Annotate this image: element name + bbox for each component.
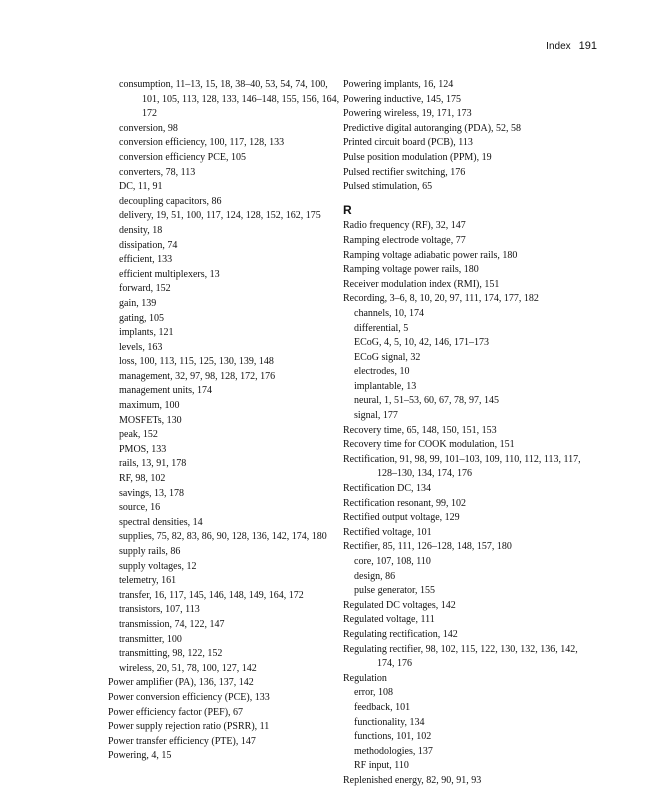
index-subentry: ECoG, 4, 5, 10, 42, 146, 171–173 bbox=[354, 337, 489, 349]
index-entry: Rectification, 91, 98, 99, 101–103, 109, 110, 112, 113, 117, 128–130, 134, 174, 176 bbox=[343, 453, 581, 480]
index-entry: Ramping voltage adiabatic power rails, 180 bbox=[343, 249, 518, 261]
index-subentry: signal, 177 bbox=[354, 410, 398, 422]
index-subentry: dissipation, 74 bbox=[119, 239, 178, 251]
index-subentry: delivery, 19, 51, 100, 117, 124, 128, 152, 162, 175 bbox=[119, 210, 321, 222]
index-subentry: implants, 121 bbox=[119, 327, 174, 339]
index-entry: Ramping electrode voltage, 77 bbox=[343, 234, 466, 246]
index-entry: Regulating rectifier, 98, 102, 115, 122, 130, 132, 136, 142, 174, 176 bbox=[343, 643, 578, 670]
index-subentry: electrodes, 10 bbox=[354, 366, 410, 378]
index-entry: Printed circuit board (PCB), 113 bbox=[343, 137, 473, 149]
index-entry: Power efficiency factor (PEF), 67 bbox=[108, 706, 244, 718]
index-subentry: telemetry, 161 bbox=[119, 575, 177, 587]
index-subentry: conversion efficiency PCE, 105 bbox=[119, 151, 247, 163]
index-subentry: transistors, 107, 113 bbox=[119, 604, 200, 616]
index-subentry: error, 108 bbox=[354, 687, 394, 699]
index-entry: Predictive digital autoranging (PDA), 52, 58 bbox=[343, 122, 522, 134]
index-subentry: efficient, 133 bbox=[119, 254, 173, 266]
index-subentry: functionality, 134 bbox=[354, 716, 425, 728]
index-entry: Power supply rejection ratio (PSRR), 11 bbox=[108, 721, 270, 733]
index-subentry: peak, 152 bbox=[119, 429, 158, 441]
index-entry: Recovery time for COOK modulation, 151 bbox=[343, 439, 515, 451]
index-entry: Recording, 3–6, 8, 10, 20, 97, 111, 174, 177, 182 bbox=[343, 293, 539, 305]
index-entry: Powering, 4, 15 bbox=[108, 750, 172, 762]
index-subentry: functions, 101, 102 bbox=[354, 731, 432, 743]
index-subentry: PMOS, 133 bbox=[119, 443, 167, 455]
index-subentry: supply rails, 86 bbox=[119, 546, 181, 557]
index-subentry: differential, 5 bbox=[354, 322, 409, 334]
index-entry: Rectifier, 85, 111, 126–128, 148, 157, 180 bbox=[343, 541, 512, 553]
index-entry: Pulsed stimulation, 65 bbox=[343, 181, 433, 193]
index-subentry: transmitting, 98, 122, 152 bbox=[119, 648, 223, 660]
index-subentry: levels, 163 bbox=[119, 341, 163, 353]
index-subentry: loss, 100, 113, 115, 125, 130, 139, 148 bbox=[119, 356, 274, 368]
index-subentry: transfer, 16, 117, 145, 146, 148, 149, 164, 172 bbox=[119, 589, 304, 601]
index-entry: Powering wireless, 19, 171, 173 bbox=[343, 108, 472, 120]
index-entry: Rectification resonant, 99, 102 bbox=[343, 497, 467, 509]
index-entry: Regulating rectification, 142 bbox=[343, 628, 458, 640]
index-subentry: neural, 1, 51–53, 60, 67, 78, 97, 145 bbox=[354, 395, 499, 407]
index-subentry: pulse generator, 155 bbox=[354, 585, 435, 597]
index-entry: Power transfer efficiency (PTE), 147 bbox=[108, 735, 256, 747]
index-subentry: feedback, 101 bbox=[354, 701, 411, 713]
index-entry: Rectified voltage, 101 bbox=[343, 526, 432, 538]
index-subentry: maximum, 100 bbox=[119, 400, 180, 412]
index-subentry: savings, 13, 178 bbox=[119, 487, 184, 499]
index-subentry: MOSFETs, 130 bbox=[119, 414, 182, 426]
index-subentry: design, 86 bbox=[354, 570, 396, 582]
index-subentry: efficient multiplexers, 13 bbox=[119, 268, 220, 280]
index-entry: Power amplifier (PA), 136, 137, 142 bbox=[108, 677, 254, 689]
index-entry: Radio frequency (RF), 32, 147 bbox=[343, 220, 466, 232]
index-subentry: spectral densities, 14 bbox=[119, 516, 203, 528]
index-entry: Receiver modulation index (RMI), 151 bbox=[343, 278, 500, 290]
index-subentry: transmitter, 100 bbox=[119, 633, 182, 645]
index-subentry: DC, 11, 91 bbox=[119, 181, 163, 193]
index-subentry: supplies, 75, 82, 83, 86, 90, 128, 136, 142, 174, 180 bbox=[119, 531, 327, 543]
index-subentry: conversion efficiency, 100, 117, 128, 133 bbox=[119, 137, 285, 149]
index-subentry: gating, 105 bbox=[119, 312, 164, 324]
index-entry: Powering inductive, 145, 175 bbox=[343, 93, 462, 105]
index-subentry: ECoG signal, 32 bbox=[354, 351, 421, 363]
index-subentry: management units, 174 bbox=[119, 385, 213, 397]
index-entry: Pulsed rectifier switching, 176 bbox=[343, 166, 466, 178]
p-entries bbox=[343, 78, 593, 195]
running-header bbox=[546, 40, 597, 52]
index-subentry: decoupling capacitors, 86 bbox=[119, 195, 222, 207]
index-subentry: transmission, 74, 122, 147 bbox=[119, 618, 225, 630]
index-entry: Ramping voltage power rails, 180 bbox=[343, 264, 479, 276]
index-subentry: core, 107, 108, 110 bbox=[354, 556, 431, 567]
index-entry: Replenished energy, 82, 90, 91, 93 bbox=[343, 774, 482, 786]
section-title: Index bbox=[546, 41, 571, 52]
index-subentry: converters, 78, 113 bbox=[119, 166, 196, 178]
index-entry: Recovery time, 65, 148, 150, 151, 153 bbox=[343, 424, 497, 436]
index-subentry: rails, 13, 91, 178 bbox=[119, 458, 187, 470]
index-entry: Regulated DC voltages, 142 bbox=[343, 599, 456, 611]
index-entry: Regulated voltage, 111 bbox=[343, 614, 435, 626]
index-entry: Rectified output voltage, 129 bbox=[343, 512, 460, 524]
r-entries bbox=[343, 219, 593, 788]
index-entry: Rectification DC, 134 bbox=[343, 483, 432, 495]
index-column-left bbox=[108, 78, 340, 764]
index-subentry: methodologies, 137 bbox=[354, 745, 433, 757]
index-entry: Regulation bbox=[343, 672, 387, 684]
index-entry: Powering implants, 16, 124 bbox=[343, 79, 454, 90]
index-subentry: implantable, 13 bbox=[354, 380, 417, 392]
index-entry: Pulse position modulation (PPM), 19 bbox=[343, 151, 492, 163]
page-number: 191 bbox=[578, 40, 597, 52]
index-subentry: conversion, 98 bbox=[119, 122, 178, 134]
index-subentry: gain, 139 bbox=[119, 297, 157, 309]
index-entry: Power conversion efficiency (PCE), 133 bbox=[108, 691, 270, 703]
index-subentry: forward, 152 bbox=[119, 283, 171, 295]
index-subentry: wireless, 20, 51, 78, 100, 127, 142 bbox=[119, 662, 257, 674]
index-subentry: RF input, 110 bbox=[354, 760, 409, 772]
index-subentry: density, 18 bbox=[119, 224, 163, 236]
index-subentry: consumption, 11–13, 15, 18, 38–40, 53, 54, 74, 100, 101, 105, 113, 128, 133, 146–148, 155, 156, 164, 172 bbox=[119, 79, 340, 120]
section-letter-r: R bbox=[343, 202, 352, 217]
index-subentry: source, 16 bbox=[119, 502, 161, 514]
index-subentry: management, 32, 97, 98, 128, 172, 176 bbox=[119, 370, 276, 382]
index-subentry: RF, 98, 102 bbox=[119, 473, 166, 485]
index-subentry: supply voltages, 12 bbox=[119, 560, 197, 572]
index-column-right bbox=[343, 78, 593, 789]
index-subentry: channels, 10, 174 bbox=[354, 307, 424, 319]
